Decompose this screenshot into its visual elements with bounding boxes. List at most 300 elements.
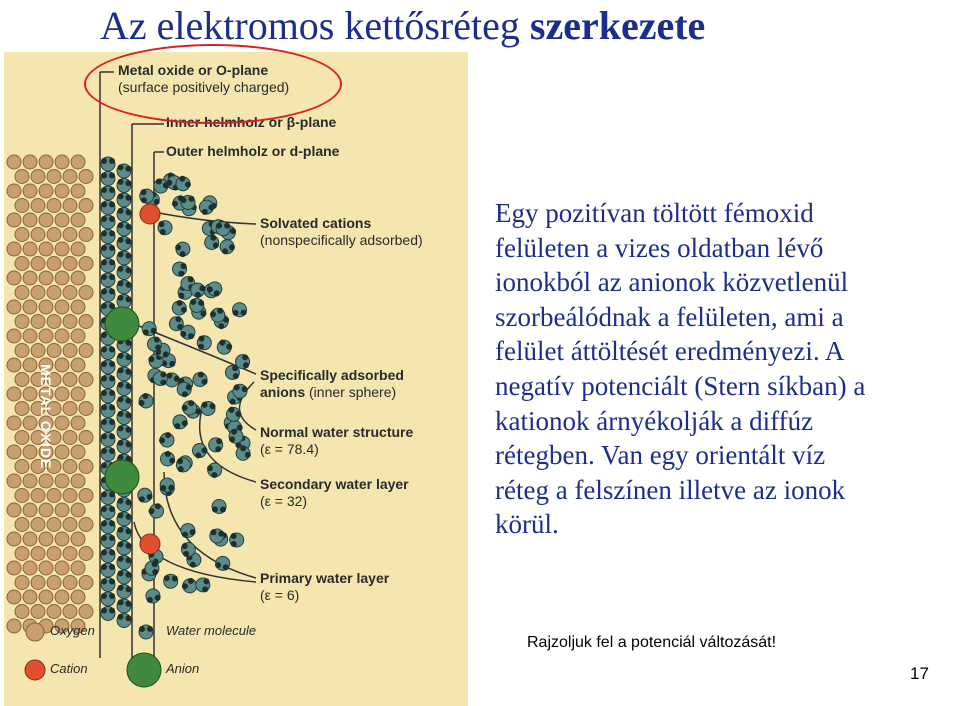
oxygen-atom [63, 576, 77, 590]
water-molecule [190, 441, 210, 461]
water-molecule [101, 244, 115, 258]
water-hydrogen [109, 405, 115, 411]
water-hydrogen [101, 361, 107, 367]
water-molecule [147, 501, 167, 521]
oxygen-atom [55, 416, 69, 430]
water-hydrogen [101, 564, 107, 570]
water-molecule [101, 172, 115, 186]
oxygen-atom [55, 590, 69, 604]
highlight-ellipse [84, 44, 342, 124]
body-line: rétegben. Van egy orientált víz [495, 440, 826, 471]
oxygen-atom [55, 184, 69, 198]
water-molecule [208, 437, 223, 452]
water-molecule [171, 413, 189, 431]
oxygen-atom [7, 155, 21, 169]
oxygen-atom [55, 532, 69, 546]
oxygen-atom [23, 329, 37, 343]
slide-title [100, 2, 705, 49]
oxygen-atom [63, 170, 77, 184]
oxygen-atom [15, 576, 29, 590]
oxygen-atom [23, 300, 37, 314]
oxygen-atom [7, 416, 21, 430]
oxygen-atom [39, 155, 53, 169]
water-molecule [101, 346, 115, 360]
oxygen-atom [55, 474, 69, 488]
oxygen-atom [47, 170, 61, 184]
water-hydrogen [160, 379, 166, 385]
water-hydrogen [109, 231, 115, 237]
water-molecule [116, 221, 132, 237]
water-molecule [116, 569, 132, 585]
oxygen-atom [23, 358, 37, 372]
oxygen-atom [23, 213, 37, 227]
normal-water-label [260, 424, 413, 458]
solvated-title: Solvated cations [260, 215, 372, 231]
water-hydrogen [109, 521, 115, 527]
water-hydrogen [101, 463, 107, 469]
oxygen-atom [47, 605, 61, 619]
oxygen-atom [15, 257, 29, 271]
water-hydrogen [101, 274, 107, 280]
oxygen-atom [39, 561, 53, 575]
water-hydrogen [101, 550, 107, 556]
oxygen-atom [55, 242, 69, 256]
water-molecule [101, 491, 115, 505]
oxygen-atom [31, 257, 45, 271]
water-molecule [214, 555, 231, 572]
oxygen-atom [7, 242, 21, 256]
water-molecule [163, 574, 178, 589]
normal-subtitle: (ε = 78.4) [260, 441, 319, 457]
oxygen-atom [63, 257, 77, 271]
water-molecule [116, 206, 132, 222]
water-molecule [116, 192, 132, 208]
water-hydrogen [101, 158, 107, 164]
water-molecule [101, 273, 115, 287]
water-hydrogen [101, 231, 107, 237]
water-molecule [179, 522, 197, 540]
water-molecule [116, 540, 132, 556]
o-plane-subtitle: (surface positively charged) [118, 79, 290, 95]
water-molecule [101, 375, 115, 389]
oxygen-atom [71, 503, 85, 517]
oxygen-atom [31, 576, 45, 590]
oxygen-atom [15, 489, 29, 503]
water-molecule [116, 177, 132, 193]
oxygen-atom [63, 373, 77, 387]
oxygen-atom [31, 315, 45, 329]
water-molecule [116, 511, 132, 527]
water-molecule [101, 433, 115, 447]
water-molecule [160, 478, 175, 493]
oxygen-atom [55, 358, 69, 372]
oxygen-atom [39, 213, 53, 227]
water-molecule [195, 577, 211, 593]
oxygen-atom [39, 300, 53, 314]
water-hydrogen [101, 260, 107, 266]
water-molecule [217, 237, 236, 256]
water-molecule [101, 157, 115, 171]
inner-helmholz-label: Inner helmholz or β-plane [166, 114, 337, 130]
oxygen-atom [7, 590, 21, 604]
water-hydrogen [109, 593, 115, 599]
oxygen-atom [15, 286, 29, 300]
oxygen-atom [15, 373, 29, 387]
body-line: ionokból az anionok közvetlenül [495, 267, 849, 298]
water-molecule [116, 438, 132, 454]
oxygen-atom [47, 344, 61, 358]
oxygen-atom [71, 445, 85, 459]
water-hydrogen [109, 202, 115, 208]
water-hydrogen [109, 173, 115, 179]
oxygen-atom [15, 170, 29, 184]
oxygen-atom [23, 242, 37, 256]
secondary-title: Secondary water layer [260, 476, 409, 492]
water-molecule [101, 549, 115, 563]
water-molecule [158, 449, 177, 468]
water-hydrogen [101, 419, 107, 425]
water-hydrogen [109, 390, 115, 396]
oxygen-atom [39, 242, 53, 256]
water-hydrogen [109, 260, 115, 266]
oxygen-atom [7, 387, 21, 401]
primary-water-label [260, 570, 389, 604]
oxygen-atom [79, 402, 93, 416]
water-hydrogen [101, 303, 107, 309]
water-molecule [205, 460, 224, 479]
water-molecule [101, 360, 115, 374]
water-hydrogen [101, 332, 107, 338]
oxygen-atom [23, 445, 37, 459]
water-hydrogen [109, 376, 115, 382]
water-molecule [216, 222, 230, 236]
anion [105, 307, 139, 341]
water-hydrogen [216, 223, 222, 229]
oxygen-atom [7, 213, 21, 227]
oxygen-atom [23, 416, 37, 430]
water-hydrogen [101, 405, 107, 411]
legend-cation-icon [25, 660, 45, 680]
oxygen-atom [15, 605, 29, 619]
oxygen-atom [71, 155, 85, 169]
primary-pointer [164, 472, 256, 578]
specific-anions-label [260, 367, 404, 401]
oxygen-atom [55, 300, 69, 314]
water-molecule [136, 486, 154, 504]
water-hydrogen [109, 579, 115, 585]
water-hydrogen [101, 506, 107, 512]
primary-title: Primary water layer [260, 570, 390, 586]
oxygen-atom [31, 518, 45, 532]
water-molecule [101, 578, 115, 592]
oxygen-atom [47, 199, 61, 213]
water-molecule [116, 351, 132, 367]
oxygen-atom [79, 431, 93, 445]
oxygen-atom [79, 344, 93, 358]
oxygen-atom [15, 315, 29, 329]
water-molecule [139, 189, 154, 204]
oxygen-atom [7, 474, 21, 488]
oxygen-atom [31, 170, 45, 184]
water-hydrogen [101, 187, 107, 193]
water-molecule [101, 215, 115, 229]
outer-helmholz-label: Outer helmholz or d-plane [166, 143, 340, 159]
water-molecule [116, 424, 132, 440]
slide-title-regular: Az elektromos kettősréteg [100, 3, 520, 48]
oxygen-atom [63, 315, 77, 329]
water-hydrogen [109, 187, 115, 193]
oxygen-atom [39, 532, 53, 546]
oxygen-atom [63, 402, 77, 416]
water-hydrogen [109, 535, 115, 541]
body-line: Egy pozitívan töltött fémoxid [495, 198, 814, 228]
oxygen-atom [15, 460, 29, 474]
water-molecule [101, 505, 115, 519]
water-hydrogen [101, 245, 107, 251]
water-molecules [101, 157, 253, 629]
water-molecule [225, 365, 240, 380]
water-molecule [101, 404, 115, 418]
oxygen-atom [23, 184, 37, 198]
oxygen-atom [79, 605, 93, 619]
water-molecule [101, 186, 115, 200]
water-hydrogen [109, 347, 115, 353]
oxygen-atom [55, 271, 69, 285]
oxygen-atom [71, 213, 85, 227]
oxygen-atom [23, 387, 37, 401]
water-molecule [170, 298, 189, 317]
body-line: kationok árnyékolják a diffúz [495, 405, 814, 436]
water-hydrogen [101, 593, 107, 599]
oxygen-atom [63, 605, 77, 619]
water-molecule [191, 370, 210, 389]
water-molecule [101, 230, 115, 244]
oxygen-atom [71, 532, 85, 546]
cation [140, 534, 160, 554]
oxygen-atom [15, 547, 29, 561]
oxygen-atom [79, 257, 93, 271]
oxygen-atom [23, 590, 37, 604]
oxygen-atom [71, 358, 85, 372]
water-molecule [101, 447, 115, 461]
water-hydrogen [101, 448, 107, 454]
oxygen-atom [71, 184, 85, 198]
water-molecule [101, 534, 115, 548]
legend-oxygen-icon [26, 623, 44, 641]
oxygen-atom [39, 590, 53, 604]
water-hydrogen [109, 274, 115, 280]
water-molecule [116, 250, 132, 266]
water-hydrogen [109, 434, 115, 440]
anion [105, 460, 139, 494]
oxygen-atom [23, 271, 37, 285]
water-hydrogen [109, 550, 115, 556]
oxygen-atom [79, 576, 93, 590]
oxygen-atom [7, 503, 21, 517]
water-molecule [137, 391, 156, 410]
water-molecule [200, 400, 216, 416]
water-molecule [116, 525, 132, 541]
oxygen-atom [7, 271, 21, 285]
water-hydrogen [101, 202, 107, 208]
water-molecule [153, 371, 167, 385]
water-hydrogen [109, 361, 115, 367]
oxygen-atom [15, 518, 29, 532]
water-hydrogen [109, 245, 115, 251]
oxygen-atom [79, 228, 93, 242]
water-molecule [116, 583, 132, 599]
normal-title: Normal water structure [260, 424, 414, 440]
water-hydrogen [160, 371, 166, 377]
legend-anion-icon [127, 653, 161, 687]
water-hydrogen [101, 535, 107, 541]
solvated-subtitle: (nonspecifically adsorbed) [260, 232, 423, 248]
oxygen-atom [55, 155, 69, 169]
oxygen-atom [71, 474, 85, 488]
oxygen-atom [79, 489, 93, 503]
oxygen-atom [23, 474, 37, 488]
oxygen-atom [63, 489, 77, 503]
oxygen-atom [7, 532, 21, 546]
water-hydrogen [101, 347, 107, 353]
water-molecule [116, 395, 132, 411]
oxygen-atom [7, 184, 21, 198]
oxygen-atom [55, 445, 69, 459]
water-hydrogen [101, 216, 107, 222]
water-molecule [116, 598, 132, 614]
body-line: körül. [495, 509, 559, 540]
water-molecule [101, 563, 115, 577]
oxygen-atom [71, 590, 85, 604]
oxygen-atom [79, 373, 93, 387]
oxygen-atom [79, 170, 93, 184]
oxygen-atom [47, 286, 61, 300]
oxygen-atom [31, 489, 45, 503]
solvated-cations-label [260, 215, 423, 249]
oxygen-atom [63, 286, 77, 300]
water-molecule [116, 409, 132, 425]
water-molecule [116, 554, 132, 570]
oxygen-atom [47, 547, 61, 561]
water-molecule [171, 260, 188, 277]
secondary-subtitle: (ε = 32) [260, 493, 308, 509]
water-hydrogen [109, 289, 115, 295]
oxygen-atom [47, 228, 61, 242]
water-molecule [101, 418, 115, 432]
water-molecule [116, 366, 132, 382]
water-hydrogen [101, 289, 107, 295]
water-hydrogen [101, 579, 107, 585]
oxygen-atom [23, 155, 37, 169]
oxygen-atom [23, 561, 37, 575]
water-molecule [173, 239, 192, 258]
water-hydrogen [109, 564, 115, 570]
water-molecule [197, 335, 212, 350]
oxygen-atom [31, 547, 45, 561]
oxygen-atom [7, 358, 21, 372]
oxygen-atom [63, 344, 77, 358]
water-hydrogen [101, 390, 107, 396]
oxygen-atom [15, 228, 29, 242]
oxygen-atom [7, 561, 21, 575]
oxygen-atom [39, 474, 53, 488]
water-hydrogen [101, 492, 107, 498]
water-hydrogen [147, 626, 153, 632]
oxygen-atom [7, 445, 21, 459]
water-molecule [139, 625, 153, 639]
water-hydrogen [109, 419, 115, 425]
oxygen-atom [71, 416, 85, 430]
water-hydrogen [109, 303, 115, 309]
legend-cation: Cation [50, 661, 88, 676]
oxygen-atom [15, 402, 29, 416]
oxygen-atom [63, 518, 77, 532]
oxygen-atom [71, 271, 85, 285]
oxygen-atom [15, 199, 29, 213]
water-molecule [101, 389, 115, 403]
page-number: 17 [910, 664, 929, 683]
water-molecule [116, 264, 132, 280]
oxygen-atom [79, 315, 93, 329]
specific-subtitle: (inner sphere) [309, 384, 397, 400]
slide-title-bold: szerkezete [529, 3, 706, 48]
oxygen-atom [31, 199, 45, 213]
metal-oxide-label: METAL OXIDE [38, 364, 54, 470]
oxygen-atom [39, 503, 53, 517]
oxygen-atom [23, 532, 37, 546]
oxygen-atom [7, 619, 21, 633]
oxygen-atom [63, 547, 77, 561]
slide-body-text [495, 196, 957, 542]
water-hydrogen [109, 448, 115, 454]
oxygen-atom [55, 329, 69, 343]
oxygen-atom [71, 242, 85, 256]
oxygen-atom [55, 503, 69, 517]
specific-anions-word: anions [260, 384, 306, 400]
o-plane-title: Metal oxide or O-plane [118, 62, 269, 78]
water-molecule [176, 457, 191, 472]
oxygen-atom [15, 344, 29, 358]
oxygen-atom [31, 605, 45, 619]
water-molecule [101, 288, 115, 302]
oxygen-atom [79, 547, 93, 561]
oxygen-atom [39, 271, 53, 285]
body-line: felület áttöltését eredményezi. A [495, 336, 845, 367]
water-molecule [116, 496, 132, 512]
water-molecule [116, 380, 132, 396]
water-molecule [157, 430, 177, 450]
oxygen-atom [39, 329, 53, 343]
water-hydrogen [101, 434, 107, 440]
oxygen-atom [79, 199, 93, 213]
water-hydrogen [101, 521, 107, 527]
oxygen-atom [47, 257, 61, 271]
oxygen-atom [63, 431, 77, 445]
oxygen-atom [79, 286, 93, 300]
oxygen-atom [39, 184, 53, 198]
oxygen-atom [55, 387, 69, 401]
water-hydrogen [109, 506, 115, 512]
water-hydrogen [101, 608, 107, 614]
water-molecule [101, 259, 115, 273]
water-molecule [101, 592, 115, 606]
oxygen-atom [55, 213, 69, 227]
oxygen-atom [79, 460, 93, 474]
specific-anions-line [260, 384, 404, 401]
water-molecule [101, 201, 115, 215]
water-hydrogen [139, 626, 145, 632]
water-molecule [230, 533, 244, 547]
